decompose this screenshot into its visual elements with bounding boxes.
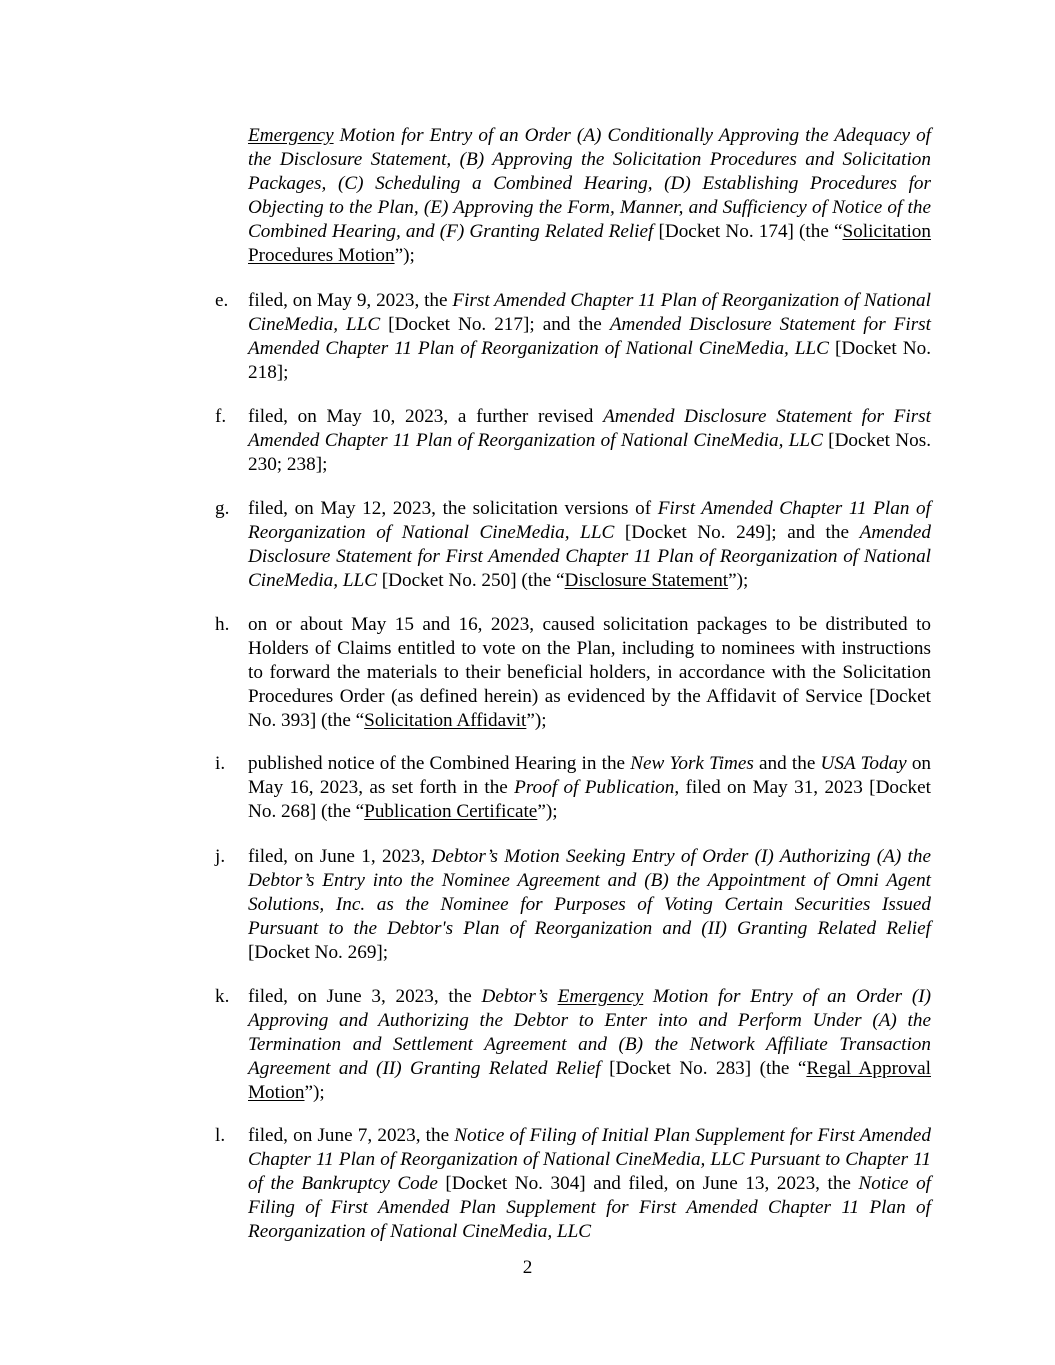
motion-title: Motion for Entry of an Order (A) Conditionally Approving the Adequacy of the Disclosure Statement, (B) Approving the Solicitation Procedures and Solicitation Packages, (C) Scheduling a Combined Hearing, (D) Establishing Procedures for Objecting to the Plan, (E) Approving the Form, Manner, and Sufficiency of Notice of the Combined Hearing, and (F) Granting Related Relief — [248, 125, 931, 242]
list-item-g — [215, 497, 931, 593]
list-marker: h. — [215, 614, 230, 635]
list-item-i — [215, 752, 931, 824]
list-marker: i. — [215, 753, 226, 774]
list-item-text: filed, on June 1, 2023, Debtor’s Motion Seeking Entry of Order (I) Authorizing (A) the Debtor’s Entry into the Nominee Agreement and (B) the Appointment of Omni Agent Solutions, Inc. as the Nominee for Purposes of Voting Certain Securities Issued Pursuant to the Debtor's Plan of Reorganization and (II) Granting Related Relief [Docket No. 269]; — [248, 846, 931, 963]
list-item-l — [215, 1124, 931, 1244]
list-item-text: filed, on May 10, 2023, a further revised Amended Disclosure Statement for First Amended Chapter 11 Plan of Reorganization of National CineMedia, LLC [Docket Nos. 230; 238]; — [248, 406, 932, 475]
list-marker: j. — [215, 846, 226, 867]
defined-term-solicitation-affidavit: Solicitation Affidavit — [364, 710, 527, 731]
list-item-e — [215, 289, 931, 385]
defined-term-publication-certificate: Publication Certificate — [364, 801, 538, 822]
list-item-text: published notice of the Combined Hearing in the New York Times and the USA Today on May 16, 2023, as set forth in the Proof of Publication, filed on May 31, 2023 [Docket No. 268] (the “Publication Certificate”); — [248, 753, 932, 822]
list-marker: k. — [215, 986, 230, 1007]
list-marker: g. — [215, 498, 230, 519]
list-item-text: filed, on June 3, 2023, the Debtor’s Emergency Motion for Entry of an Order (I) Approving and Authorizing the Debtor to Enter into and Perform Under (A) the Termination and Settlement Agreement and (B) the Network Affiliate Transaction Agreement and (II) Granting Related Relief [Docket No. 283] (the “Regal Approval Motion”); — [248, 986, 932, 1103]
list-item-text: filed, on June 7, 2023, the Notice of Filing of Initial Plan Supplement for First Amended Chapter 11 Plan of Reorganization of National CineMedia, LLC Pursuant to Chapter 11 of the Bankruptcy Code [Docket No. 304] and filed, on June 13, 2023, the Notice of Filing of First Amended Plan Supplement for First Amended Chapter 11 Plan of Reorganization of National CineMedia, LLC — [248, 1125, 932, 1242]
list-item-h — [215, 613, 931, 733]
page-number: 2 — [522, 1257, 533, 1278]
emergency-underlined: Emergency — [557, 986, 644, 1007]
list-item-text: on or about May 15 and 16, 2023, caused solicitation packages to be distributed to Holders of Claims entitled to vote on the Plan, including to nominees with instructions to forward the materials to their beneficial holders, in accordance with the Solicitation Procedures Order (as defined herein) as evidenced by the Affidavit of Service [Docket No. 393] (the “Solicitation Affidavit”); — [248, 614, 931, 731]
list-item-j — [215, 845, 931, 965]
list-marker: l. — [215, 1125, 226, 1146]
continuation-paragraph: Emergency Motion for Entry of an Order (A) Conditionally Approving the Adequacy of the Disclosure Statement, (B) Approving the Solicitation Procedures and Solicitation Packages, (C) Scheduling a Combined Hearing, (D) Establishing Procedures for Objecting to the Plan, (E) Approving the Form, Manner, and Sufficiency of Notice of the Combined Hearing, and (F) Granting Related Relief [Docket No. 174] (the “Solicitation Procedures Motion”); — [248, 125, 931, 266]
defined-term-disclosure-statement: Disclosure Statement — [564, 570, 729, 591]
defined-term-regal-approval-motion: Regal Approval Motion — [248, 1058, 931, 1103]
emergency-underlined: Emergency — [248, 125, 334, 146]
list-item-text: filed, on May 9, 2023, the First Amended Chapter 11 Plan of Reorganization of National CineMedia, LLC [Docket No. 217]; and the Amended Disclosure Statement for First Amended Chapter 11 Plan of Reorganization of National CineMedia, LLC [Docket No. 218]; — [248, 290, 932, 383]
list-marker: f. — [215, 406, 227, 427]
list-item-k — [215, 985, 931, 1105]
list-marker: e. — [215, 290, 229, 311]
list-item-text: filed, on May 12, 2023, the solicitation versions of First Amended Chapter 11 Plan of Reorganization of National CineMedia, LLC [Docket No. 249]; and the Amended Disclosure Statement for First Amended Chapter 11 Plan of Reorganization of National CineMedia, LLC [Docket No. 250] (the “Disclosure Statement”); — [248, 498, 931, 591]
defined-term-solicitation-procedures-motion: Solicitation Procedures Motion — [248, 221, 931, 266]
list-item-f — [215, 405, 931, 477]
